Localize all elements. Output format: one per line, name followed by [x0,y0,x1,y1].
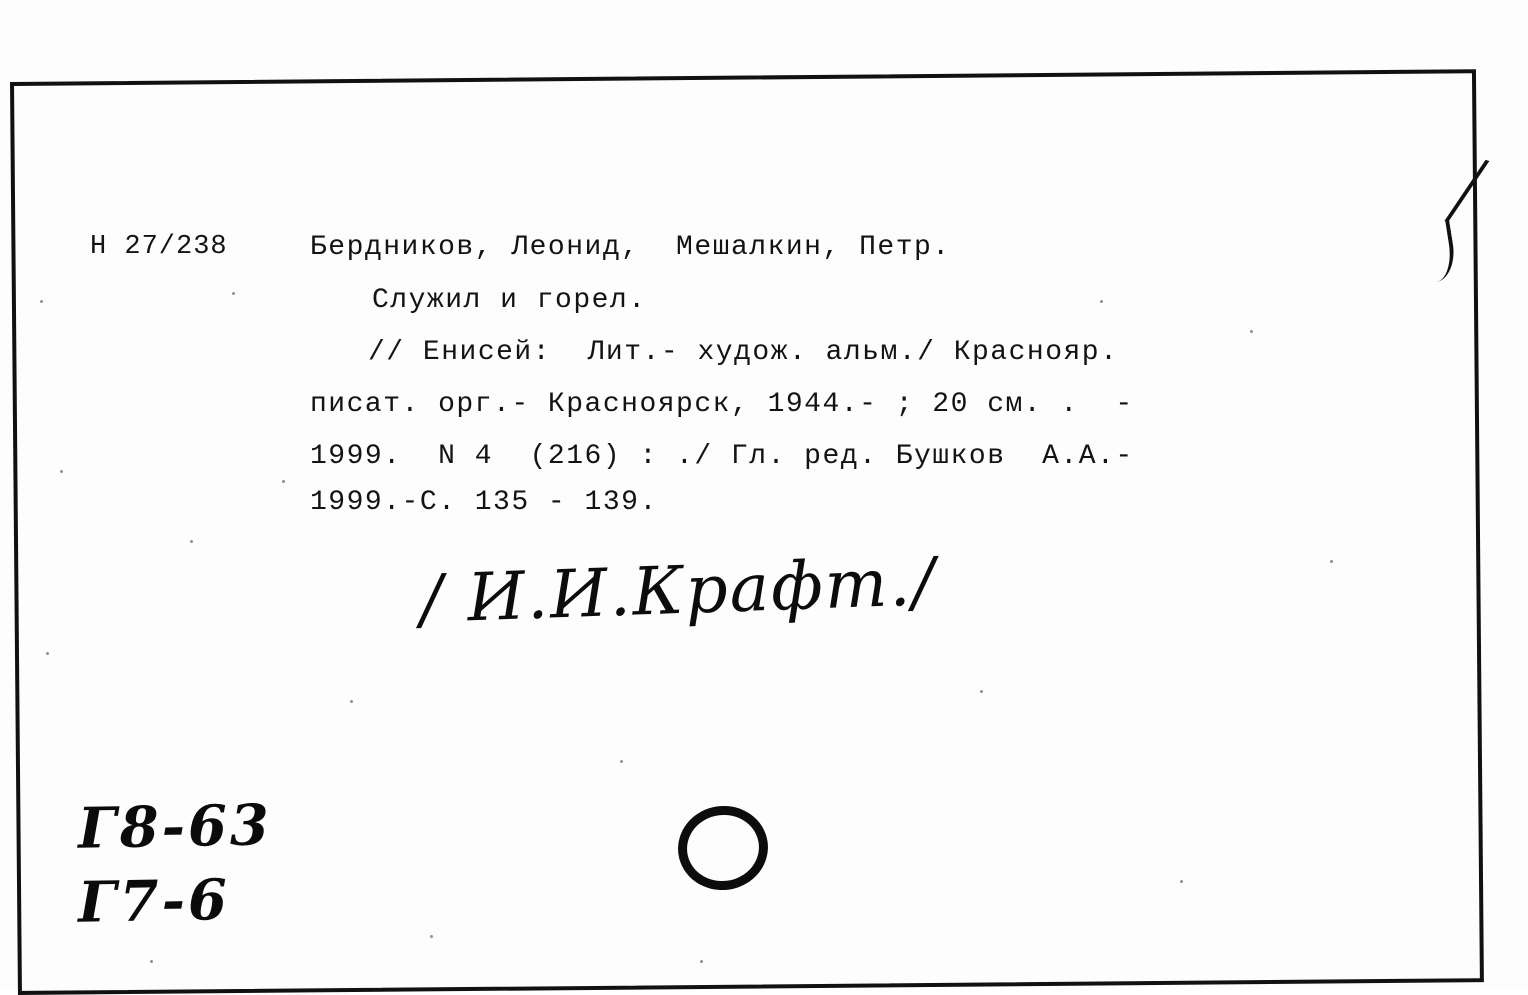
scan-speckle [1100,300,1103,303]
scan-speckle [1330,560,1333,563]
handwritten-shelf-codes [78,790,272,938]
scan-speckle [40,300,43,303]
handwritten-code-line: Г7-6 [77,867,231,936]
scan-speckle [46,652,49,655]
scan-speckle [150,960,153,963]
handwritten-code-line: Г8-63 [77,792,273,862]
scan-speckle [620,760,623,763]
typed-line-pages: 1999.-С. 135 - 139. [310,487,658,518]
scan-speckle [282,480,285,483]
scan-speckle [700,960,703,963]
scan-speckle [350,700,353,703]
typed-line-issue: 1999. N 4 (216) : ./ Гл. ред. Бушков А.А.- [310,441,1134,472]
typed-line-authors: Бердников, Леонид, Мешалкин, Петр. [310,232,951,263]
scan-speckle [190,540,193,543]
scan-speckle [1180,880,1183,883]
typed-line-title: Служил и горел. [372,285,647,316]
scan-speckle [60,470,63,473]
scan-speckle [1250,330,1253,333]
typed-line-source: // Енисей: Лит.- худож. альм./ Краснояр. [368,337,1119,368]
scan-speckle [980,690,983,693]
scan-speckle [232,292,235,295]
handwritten-annotation: / И.И.Крафт./ [418,543,938,638]
typed-line-imprint: писат. орг.- Красноярск, 1944.- ; 20 см. . - [310,389,1134,420]
scan-speckle [430,935,433,938]
shelfmark-text: Н 27/238 [90,232,228,262]
